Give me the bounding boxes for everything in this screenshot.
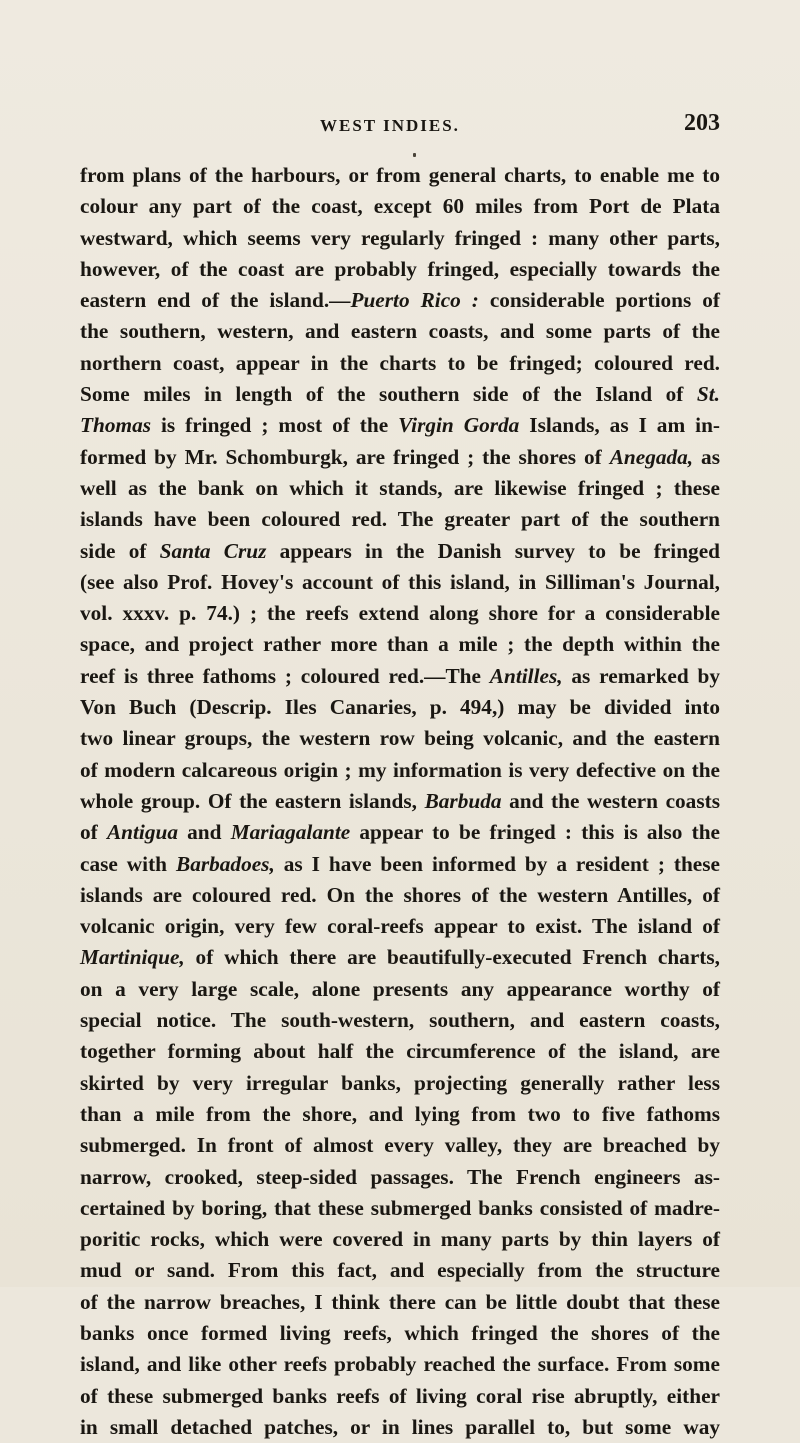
text-line xyxy=(80,567,720,598)
text-segment: on a very large scale, alone presents any appearance worthy of xyxy=(80,976,720,1001)
text-line xyxy=(80,1381,720,1412)
text-segment: (see also Prof. Hovey's account of this island, in Silliman's Journal, xyxy=(80,569,720,594)
italic-term: Antilles, xyxy=(489,663,563,688)
ink-speck xyxy=(413,153,416,157)
text-segment: and the western coasts xyxy=(501,788,720,813)
text-line xyxy=(80,723,720,754)
text-segment: mud or sand. From this fact, and especially from the structure xyxy=(80,1258,720,1283)
italic-term: Santa Cruz xyxy=(159,538,267,563)
text-segment: than a mile from the shore, and lying from two to five fathoms xyxy=(80,1101,720,1126)
text-line xyxy=(80,1036,720,1067)
italic-term: Thomas xyxy=(80,413,152,438)
text-segment: side of xyxy=(80,538,160,563)
text-segment: vol. xxxv. p. 74.) ; the reefs extend along shore for a considerable xyxy=(80,601,720,626)
text-segment: in small detached patches, or in lines parallel to, but some way xyxy=(80,1414,720,1439)
text-line xyxy=(80,1287,720,1318)
text-line xyxy=(80,285,720,316)
text-segment: from plans of the harbours, or from general charts, to enable me to xyxy=(80,163,720,187)
text-segment: however, of the coast are probably fringed, especially towards the xyxy=(80,256,720,281)
text-segment: of modern calcareous origin ; my information is very defective on the xyxy=(80,757,720,782)
text-segment: reef is three fathoms ; coloured red.—The xyxy=(80,663,490,688)
text-line xyxy=(80,1099,720,1130)
text-line xyxy=(80,629,720,660)
text-line xyxy=(80,786,720,817)
text-line xyxy=(80,974,720,1005)
text-line xyxy=(80,1318,720,1349)
text-segment: two linear groups, the western row being volcanic, and the eastern xyxy=(80,726,720,751)
text-segment: of which there are beautifully-executed French charts, xyxy=(184,945,720,970)
text-line xyxy=(80,254,720,285)
text-line xyxy=(80,1193,720,1224)
text-line xyxy=(80,316,720,347)
text-segment: space, and project rather more than a mile ; the depth within the xyxy=(80,632,720,657)
text-segment: Islands, as I am in- xyxy=(519,413,721,438)
text-line xyxy=(80,598,720,629)
text-segment: well as the bank on which it stands, are likewise fringed ; these xyxy=(80,475,720,500)
running-title: WEST INDIES. xyxy=(320,116,460,135)
text-segment: westward, which seems very regularly fringed : many other parts, xyxy=(80,225,720,250)
text-segment: and xyxy=(177,820,231,845)
italic-term: Puerto Rico : xyxy=(350,288,479,313)
text-line xyxy=(80,942,720,973)
italic-term: St. xyxy=(696,382,720,407)
text-line xyxy=(80,160,720,191)
text-segment: special notice. The south-western, southern, and eastern coasts, xyxy=(80,1008,720,1033)
text-line xyxy=(80,1349,720,1380)
text-segment: Some miles in length of the southern side of the Island of xyxy=(80,382,697,407)
page-number: 203 xyxy=(684,110,720,136)
text-line xyxy=(80,1162,720,1193)
text-line xyxy=(80,191,720,222)
text-segment: certained by boring, that these submerged banks consisted of madre- xyxy=(80,1195,720,1220)
text-line xyxy=(80,223,720,254)
text-segment: of the narrow breaches, I think there can be little doubt that these xyxy=(80,1289,720,1314)
italic-term: Barbuda xyxy=(424,788,502,813)
text-line xyxy=(80,379,720,410)
text-line xyxy=(80,692,720,723)
text-segment: northern coast, appear in the charts to be fringed; coloured red. xyxy=(80,350,720,375)
text-line xyxy=(80,504,720,535)
text-segment: formed by Mr. Schomburgk, are fringed ; the shores of xyxy=(80,444,610,469)
italic-term: Virgin Gorda xyxy=(398,413,520,438)
text-segment: appears in the Danish survey to be fringed xyxy=(266,538,720,563)
text-segment: islands have been coloured red. The greater part of the southern xyxy=(80,507,720,532)
text-line xyxy=(80,442,720,473)
text-line xyxy=(80,473,720,504)
text-line xyxy=(80,849,720,880)
text-segment: whole group. Of the eastern islands, xyxy=(80,788,425,813)
text-line xyxy=(80,911,720,942)
text-segment: poritic rocks, which were covered in many parts by thin layers of xyxy=(80,1227,720,1252)
text-segment: the southern, western, and eastern coasts, and some parts of the xyxy=(80,319,720,344)
text-segment: as remarked by xyxy=(562,663,720,688)
italic-term: Martinique, xyxy=(80,945,185,970)
text-line xyxy=(80,661,720,692)
text-line xyxy=(80,817,720,848)
text-line xyxy=(80,1255,720,1286)
text-segment: volcanic origin, very few coral-reefs appear to exist. The island of xyxy=(80,914,720,939)
text-segment: of these submerged banks reefs of living coral rise abruptly, either xyxy=(80,1383,720,1408)
text-segment: submerged. In front of almost every valley, they are breached by xyxy=(80,1133,720,1158)
text-segment: as I have been informed by a resident ; these xyxy=(274,851,721,876)
text-line xyxy=(80,1068,720,1099)
italic-term: Barbadoes, xyxy=(175,851,275,876)
italic-term: Anegada, xyxy=(609,444,694,469)
text-segment: skirted by very irregular banks, projecting generally rather less xyxy=(80,1070,720,1095)
text-line xyxy=(80,1412,720,1443)
text-segment: eastern end of the island.— xyxy=(80,288,351,313)
text-segment: appear to be fringed : this is also the xyxy=(350,820,720,845)
text-segment: islands are coloured red. On the shores of the western Antilles, of xyxy=(80,882,720,907)
text-line xyxy=(80,536,720,567)
text-line xyxy=(80,410,720,441)
text-line xyxy=(80,880,720,911)
text-segment: Von Buch (Descrip. Iles Canaries, p. 494,) may be divided into xyxy=(80,695,720,720)
italic-term: Antigua xyxy=(106,820,178,845)
text-line xyxy=(80,348,720,379)
text-segment: as xyxy=(693,444,720,469)
text-line xyxy=(80,1224,720,1255)
text-line xyxy=(80,1005,720,1036)
text-segment: of xyxy=(80,820,107,845)
text-segment: island, and like other reefs probably reached the surface. From some xyxy=(80,1352,720,1377)
body-text xyxy=(80,160,720,1443)
text-segment: considerable portions of xyxy=(478,288,720,313)
text-line xyxy=(80,755,720,786)
text-segment: narrow, crooked, steep-sided passages. The French engineers as- xyxy=(80,1164,720,1189)
italic-term: Mariagalante xyxy=(230,820,351,845)
text-segment: banks once formed living reefs, which fringed the shores of the xyxy=(80,1320,720,1345)
text-segment: colour any part of the coast, except 60 miles from Port de Plata xyxy=(80,194,720,219)
text-segment: case with xyxy=(80,851,176,876)
text-segment: is fringed ; most of the xyxy=(151,413,399,438)
running-head xyxy=(0,108,800,148)
text-line xyxy=(80,1130,720,1161)
text-segment: together forming about half the circumference of the island, are xyxy=(80,1039,720,1064)
